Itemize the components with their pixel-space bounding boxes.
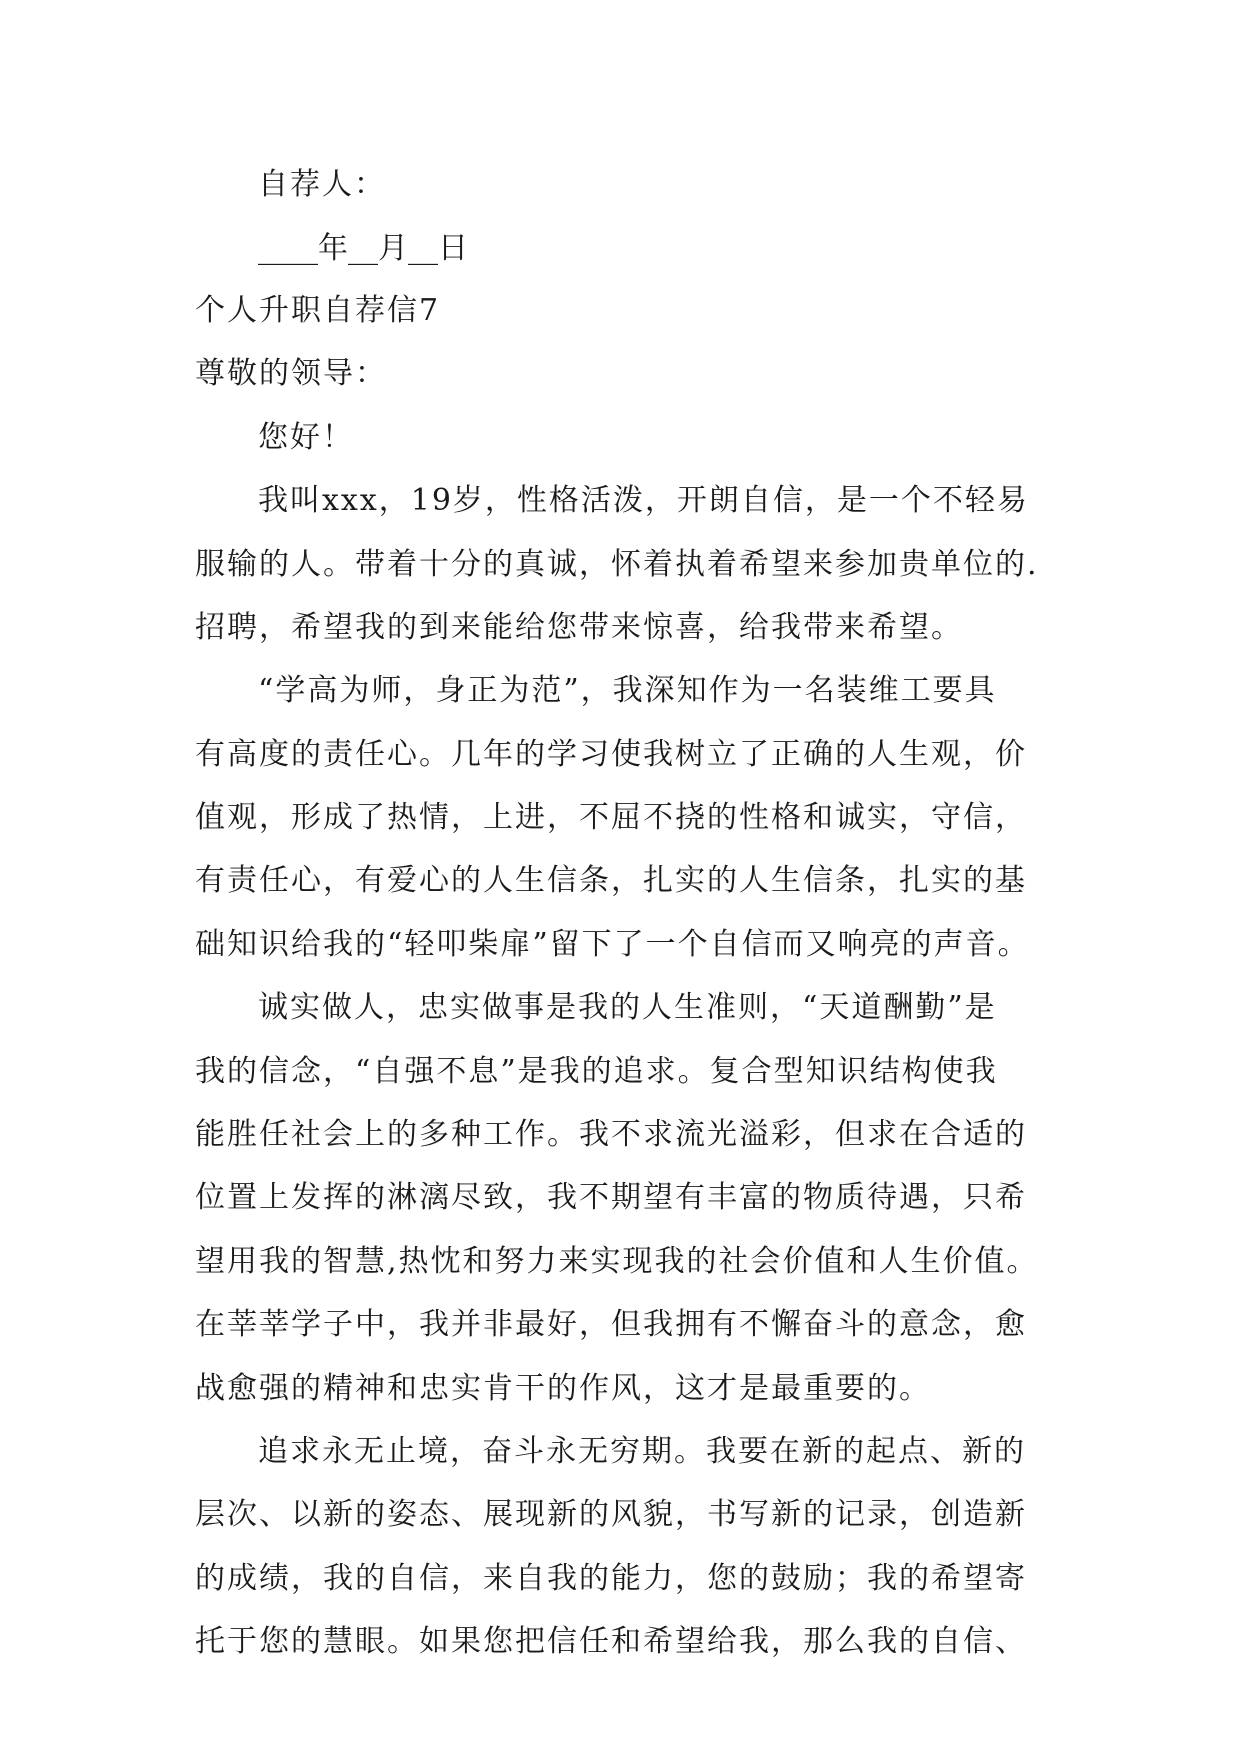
salutation: 尊敬的领导： (195, 356, 387, 391)
greeting: 您好！ (258, 420, 354, 455)
body-line: 有高度的责任心。几年的学习使我树立了正确的人生观，价 (195, 737, 1027, 772)
body-line: 托于您的慧眼。如果您把信任和希望给我，那么我的自信、 (195, 1624, 1027, 1659)
body-line: 诚实做人，忠实做事是我的人生准则，“天道酬勤”是 (258, 990, 997, 1025)
body-line: 层次、以新的姿态、展现新的风貌，书写新的记录，创造新 (195, 1497, 1027, 1532)
body-line: 值观，形成了热情，上进，不屈不挠的性格和诚实，守信， (195, 800, 1027, 835)
letter-title: 个人升职自荐信7 (195, 293, 441, 328)
date-line: ____年__月__日 (258, 231, 468, 266)
body-line: 我的信念，“自强不息”是我的追求。复合型知识结构使我 (195, 1054, 998, 1089)
body-line: 战愈强的精神和忠实肯干的作风，这才是最重要的。 (195, 1371, 931, 1406)
body-line: 位置上发挥的淋漓尽致，我不期望有丰富的物质待遇，只希 (195, 1180, 1027, 1215)
body-line: 础知识给我的“轻叩柴扉”留下了一个自信而又响亮的声音。 (195, 927, 1030, 962)
body-line: 望用我的智慧,热忱和努力来实现我的社会价值和人生价值。 (195, 1244, 1039, 1279)
recommender-label: 自荐人： (258, 167, 386, 202)
body-line: 追求永无止境，奋斗永无穷期。我要在新的起点、新的 (258, 1434, 1026, 1469)
body-line: 招聘，希望我的到来能给您带来惊喜，给我带来希望。 (195, 610, 963, 645)
body-line: 能胜任社会上的多种工作。我不求流光溢彩，但求在合适的 (195, 1117, 1027, 1152)
body-line: 有责任心，有爱心的人生信条，扎实的人生信条，扎实的基 (195, 863, 1027, 898)
body-line: 在莘莘学子中，我并非最好，但我拥有不懈奋斗的意念，愈 (195, 1307, 1027, 1342)
body-line: 我叫xxx，19岁，性格活泼，开朗自信，是一个不轻易 (258, 483, 1029, 518)
body-line: 的成绩，我的自信，来自我的能力，您的鼓励；我的希望寄 (195, 1561, 1027, 1596)
body-line: “学高为师，身正为范”，我深知作为一名装维工要具 (258, 673, 997, 708)
body-line: 服输的人。带着十分的真诚，怀着执着希望来参加贵单位的. (195, 547, 1039, 582)
